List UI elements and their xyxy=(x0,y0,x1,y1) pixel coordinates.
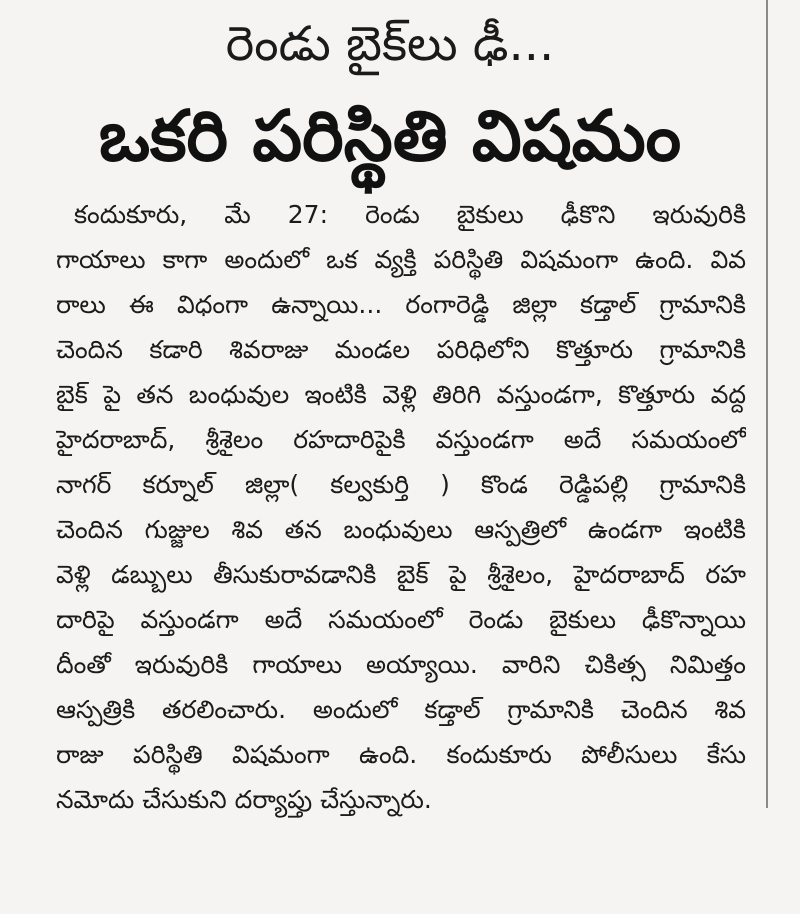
article-headline: ఒకరి పరిస్థితి విషమం xyxy=(98,95,682,177)
article-kicker: రెండు బైక్‌లు ఢీ... xyxy=(225,16,555,72)
body-line: నాగర్ కర్నూల్ జిల్లా( కల్వకుర్తి ) కొండ రెడ్డిపల్లి గ్రామానికి xyxy=(56,470,746,499)
body-line: బైక్ పై తన బంధువుల ఇంటికి వెళ్లి తిరిగి వస్తుండగా, కొత్తూరు వద్ద xyxy=(56,380,746,409)
body-line: నమోదు చేసుకుని దర్యాప్తు చేస్తున్నారు. xyxy=(56,785,432,814)
body-line: దీంతో ఇరువురికి గాయాలు అయ్యాయి. వారిని చికిత్స నిమిత్తం xyxy=(56,650,746,679)
body-line: రాలు ఈ విధంగా ఉన్నాయి... రంగారెడ్డి జిల్లా కడ్తాల్ గ్రామానికి xyxy=(56,290,746,319)
body-line: చెందిన కడారి శివరాజు మండల పరిధిలోని కొత్తూరు గ్రామానికి xyxy=(56,335,746,364)
body-line: కందుకూరు, మే 27: రెండు బైకులు ఢీకొని ఇరువురికి xyxy=(74,200,746,229)
body-line: చెందిన గుజ్జుల శివ తన బంధువులు ఆస్పత్రిలో ఉండగా ఇంటికి xyxy=(56,515,746,544)
column-divider xyxy=(766,0,768,808)
body-line: గాయాలు కాగా అందులో ఒక వ్యక్తి పరిస్థితి విషమంగా ఉంది. వివ xyxy=(56,245,746,274)
body-line: ఆస్పత్రికి తరలించారు. అందులో కడ్తాల్ గ్రామానికి చెందిన శివ xyxy=(56,695,746,724)
body-line: హైదరాబాద్, శ్రీశైలం రహదారిపైకి వస్తుండగా అదే సమయంలో xyxy=(56,425,746,454)
body-line: వెళ్లి డబ్బులు తీసుకురావడానికి బైక్ పై శ్రీశైలం, హైదరాబాద్ రహ xyxy=(56,560,746,589)
article-body xyxy=(56,192,746,822)
body-line: రాజు పరిస్థితి విషమంగా ఉంది. కందుకూరు పోలీసులు కేసు xyxy=(56,740,746,769)
body-line: దారిపై వస్తుండగా అదే సమయంలో రెండు బైకులు ఢీకొన్నాయి xyxy=(56,605,746,634)
